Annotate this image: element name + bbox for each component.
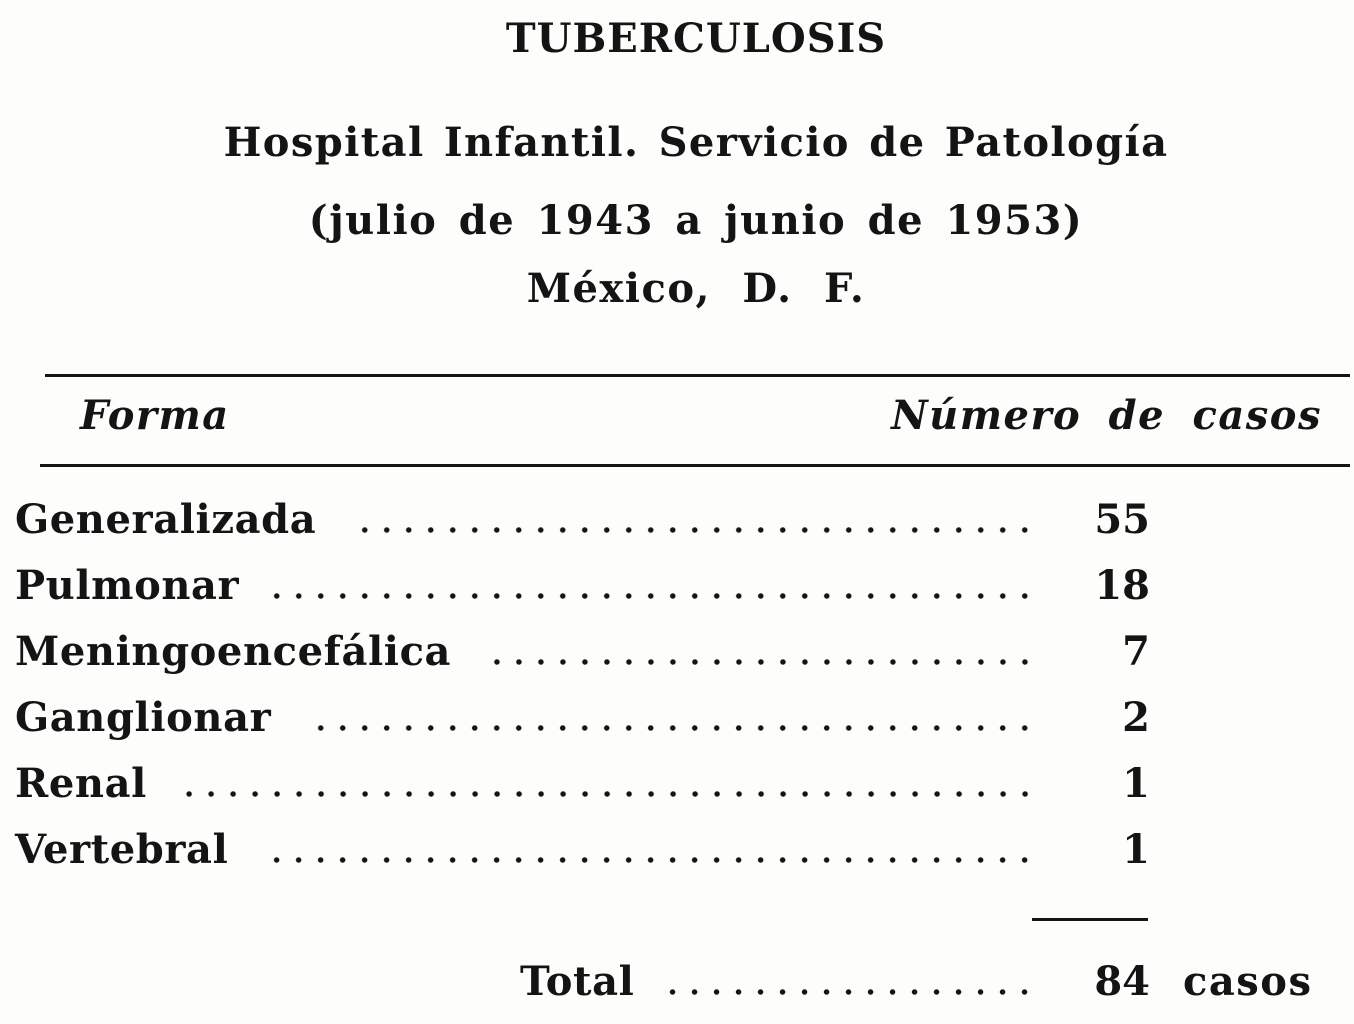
row-label: Renal [15,760,147,807]
page-subtitle: Hospital Infantil. Servicio de Patología [223,119,1169,166]
table-top-rule [45,374,1350,377]
row-label: Vertebral [15,826,229,873]
row-label: Generalizada [15,496,317,543]
table-row [15,630,1150,674]
place-line: México, D. F. [526,265,866,312]
total-label: Total [520,958,635,1005]
table-row [15,498,1150,542]
dot-leader [485,658,1036,666]
row-label: Meningoencefálica [15,628,452,675]
dot-leader [273,592,1036,600]
dot-leader [350,526,1036,534]
dot-leader [262,856,1036,864]
dot-leader [668,988,1036,996]
row-value: 1 [1122,760,1150,807]
column-header-forma: Forma [80,392,230,439]
row-value: 1 [1122,826,1150,873]
page-title: TUBERCULOSIS [505,15,887,62]
total-row [520,960,1150,1004]
column-header-numero-de-casos: Número de casos [891,392,1322,439]
row-value: 2 [1122,694,1150,741]
table-header-rule [40,464,1350,467]
table-row [15,828,1150,872]
table-row [15,696,1150,740]
table-row [15,564,1150,608]
dot-leader [181,790,1036,798]
sum-rule [1032,918,1148,921]
row-label: Ganglionar [15,694,272,741]
table-row [15,762,1150,806]
period-line: (julio de 1943 a junio de 1953) [308,197,1084,244]
row-value: 55 [1094,496,1150,543]
total-value: 84 [1094,958,1150,1005]
row-value: 18 [1094,562,1150,609]
row-label: Pulmonar [15,562,240,609]
dot-leader [305,724,1036,732]
row-value: 7 [1122,628,1150,675]
total-unit: casos [1183,958,1313,1005]
